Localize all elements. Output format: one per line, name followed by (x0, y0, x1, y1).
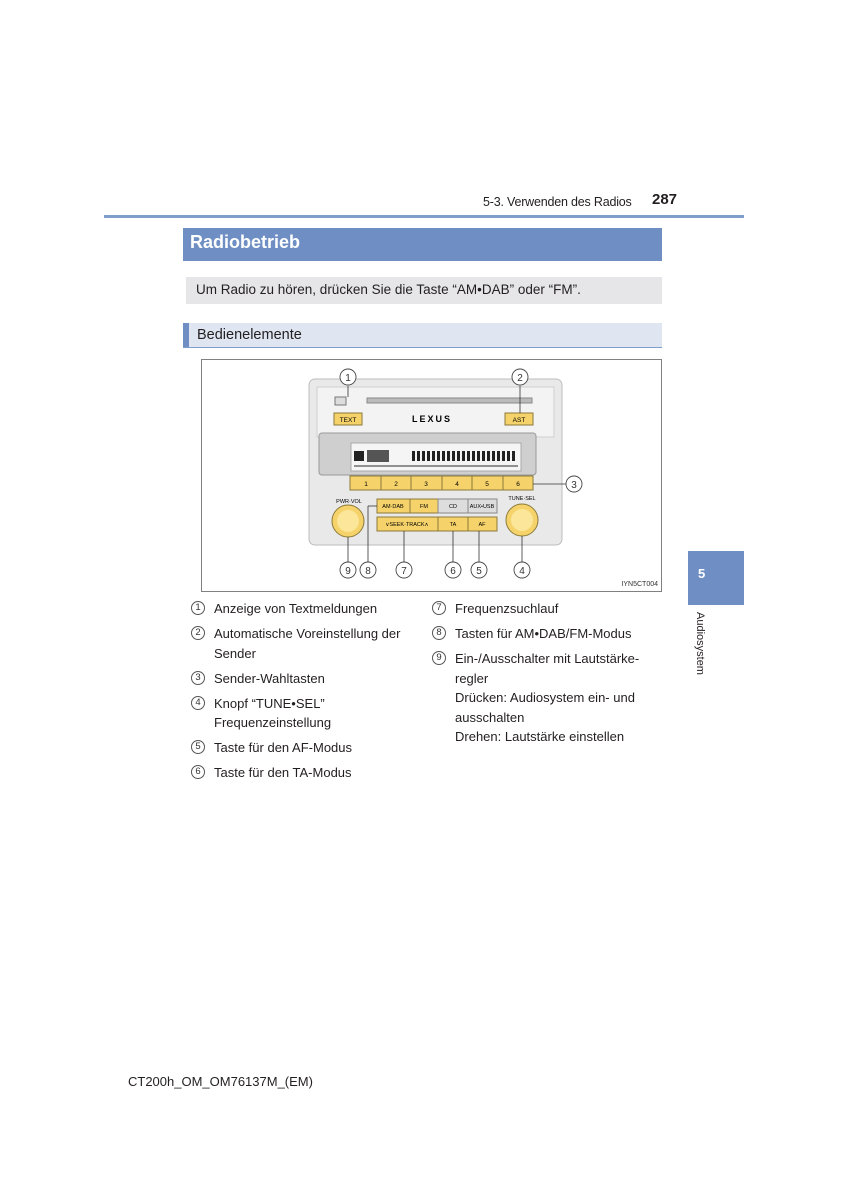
legend-number: 6 (191, 765, 205, 779)
callout-8-label: 8 (365, 566, 371, 577)
seek-label: ∨SEEK·TRACK∧ (385, 522, 429, 528)
callout-1-label: 1 (345, 373, 351, 384)
fm-label: FM (420, 504, 428, 510)
legend-text: Taste für den AF-Modus (214, 740, 353, 755)
ast-button-label: AST (512, 417, 526, 424)
am-dab-label: AM·DAB (382, 504, 404, 510)
legend-number: 3 (191, 671, 205, 685)
legend-text: Ein-/Ausschalter mit Lautstärke- (455, 651, 640, 666)
preset-5-label: 5 (485, 481, 489, 488)
eject-button (335, 397, 346, 405)
section-header: 5-3. Verwenden des Radios (483, 195, 632, 209)
lcd-segment-bars (412, 451, 515, 461)
legend-text: Anzeige von Textmeldungen (214, 601, 378, 616)
subsection-rule (183, 347, 662, 348)
preset-2-label: 2 (394, 481, 398, 488)
pwr-vol-label: PWR·VOL (336, 499, 362, 505)
page-title: Radiobetrieb (190, 232, 301, 252)
legend-text: Knopf “TUNE•SEL” (214, 695, 325, 711)
cd-label: CD (449, 504, 457, 510)
legend-text: ausschalten (455, 709, 525, 725)
preset-3-label: 3 (424, 481, 428, 488)
page-number: 287 (652, 191, 678, 208)
cd-slot-area (317, 387, 554, 437)
legend-text: Sender-Wahltasten (214, 670, 325, 686)
legend-text: Drücken: Audiosystem ein- und (455, 690, 635, 705)
legend-number: 9 (432, 651, 446, 665)
ta-label: TA (449, 522, 457, 528)
callout-7-label: 7 (401, 566, 407, 577)
chapter-number: 5 (698, 566, 706, 581)
preset-6-label: 6 (516, 481, 520, 488)
preset-1-label: 1 (364, 481, 368, 488)
legend-number: 1 (191, 601, 205, 615)
callout-5-label: 5 (476, 566, 482, 577)
lcd-digits (367, 450, 389, 462)
aux-label: AUX•USB (469, 504, 495, 510)
chapter-label: Audiosystem (694, 612, 706, 675)
radio-figure (201, 359, 662, 592)
lcd-st-icon (354, 451, 364, 461)
preset-4-label: 4 (455, 481, 459, 488)
brand-logo: LEXUS (412, 414, 453, 424)
text-button-label: TEXT (339, 417, 357, 424)
legend-number: 8 (432, 626, 446, 640)
legend-text: Sender (214, 645, 256, 661)
header-rule (104, 215, 744, 218)
figure-code: IYN5CT004 (621, 581, 658, 588)
legend-text: Frequenzsuchlauf (455, 601, 559, 616)
intro-text: Um Radio zu hören, drücken Sie die Taste “AM•DAB” oder “FM”. (196, 282, 581, 297)
legend-number: 4 (191, 696, 205, 710)
af-label: AF (478, 522, 486, 528)
callout-3-label: 3 (571, 480, 577, 491)
legend-text: regler (455, 670, 489, 686)
footer-code: CT200h_OM_OM76137M_(EM) (128, 1074, 313, 1089)
legend-text: Tasten für AM•DAB/FM-Modus (455, 626, 632, 641)
legend-text: Frequenzeinstellung (214, 715, 332, 730)
callout-2-label: 2 (517, 373, 523, 384)
legend-text: Automatische Voreinstellung der (214, 626, 401, 641)
legend-text: Taste für den TA-Modus (214, 765, 352, 780)
legend-number: 2 (191, 626, 205, 640)
tune-sel-label: TUNE·SEL (508, 496, 536, 502)
legend-text: Drehen: Lautstärke einstellen (455, 729, 625, 744)
callout-4-label: 4 (519, 566, 525, 577)
chapter-tab (688, 551, 744, 605)
cd-slot (367, 398, 532, 403)
legend-number: 7 (432, 601, 446, 615)
callout-6-label: 6 (450, 566, 456, 577)
legend-number: 5 (191, 740, 205, 754)
callout-9-label: 9 (345, 566, 351, 577)
subsection-title: Bedienelemente (197, 327, 302, 343)
radio-illustration (202, 360, 661, 591)
